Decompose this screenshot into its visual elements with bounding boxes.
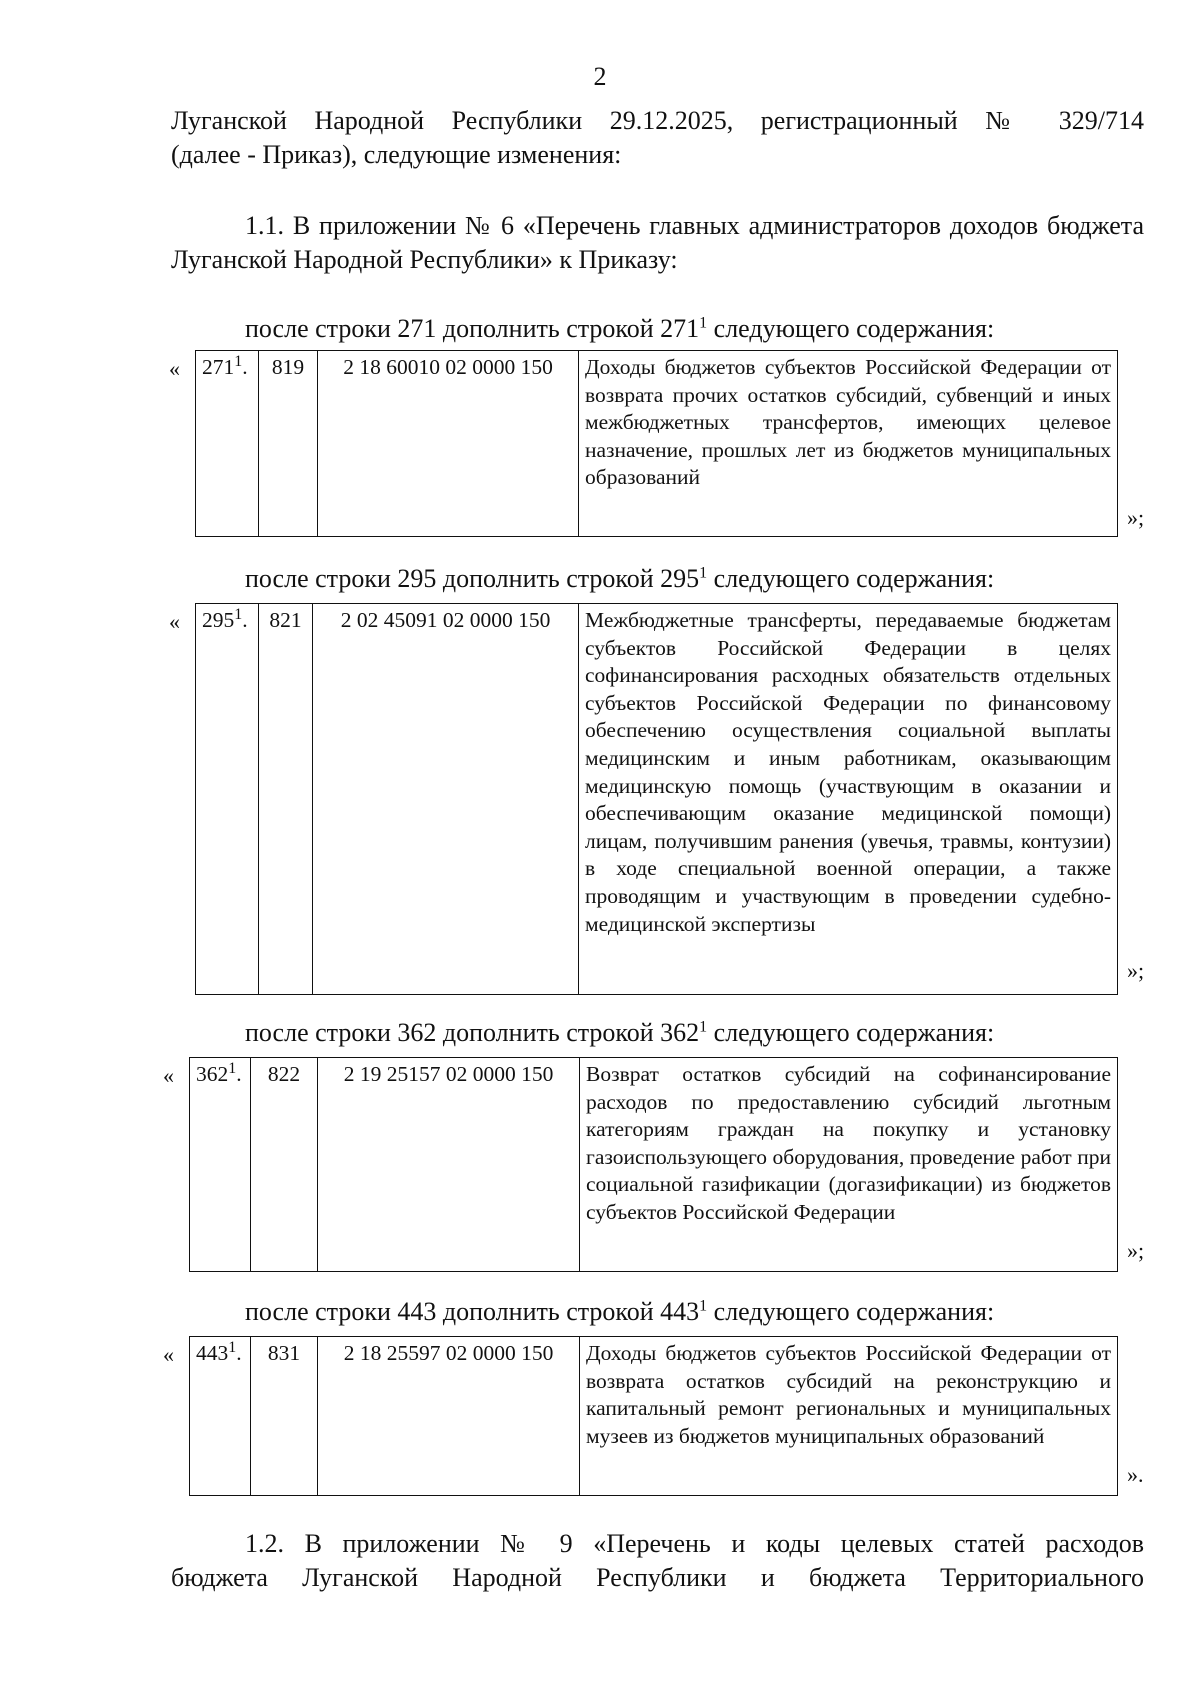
kbk-cell: 2 19 25157 02 0000 150 <box>318 1058 580 1272</box>
row-number-cell: $295^1$. <box>196 604 259 995</box>
entry-intro-tail: следующего содержания: <box>707 1018 995 1047</box>
entry-intro <box>245 1018 994 1048</box>
quote-open: « <box>163 1063 174 1088</box>
entry-intro-text: после строки 295 дополнить строкой 295 <box>245 564 700 593</box>
intro-paragraph-line-2: (далее - Приказ), следующие изменения: <box>171 140 622 169</box>
description-cell: Доходы бюджетов субъектов Российской Федерации от возврата остатков субсидий на реконструкцию и капитальный ремонт региональных и муниципальных музеев из бюджетов муниципальных образований <box>580 1337 1118 1496</box>
entry-table <box>195 603 1118 995</box>
entry-intro-text: после строки 362 дополнить строкой 362 <box>245 1018 700 1047</box>
description-cell: Возврат остатков субсидий на софинансирование расходов по предоставлению субсидий льготным категориям граждан на покупку и установку газоиспользующего оборудования, проведение работ при социальной газификации (догазификации) из бюджетов субъектов Российской Федерации <box>580 1058 1118 1272</box>
paragraph-1-1: 1.1. В приложении № 6 «Перечень главных администраторов доходов бюджета Луганской Народной Республики» к Приказу: <box>171 211 1144 274</box>
paragraph-1-2 <box>171 1527 1144 1595</box>
quote-open: « <box>169 356 180 381</box>
intro-paragraph-line-1: Луганской Народной Республики 29.12.2025, регистрационный № 329/714 <box>171 106 1144 135</box>
kbk-cell: 2 02 45091 02 0000 150 <box>313 604 579 995</box>
intro-paragraph <box>171 104 1144 172</box>
entry-table <box>189 1336 1118 1496</box>
quote-close: »; <box>1127 1238 1145 1263</box>
entry-table <box>195 350 1118 537</box>
page-number: 2 <box>593 62 607 91</box>
entry-table <box>189 1057 1118 1272</box>
table-row <box>196 604 1118 995</box>
kbk-cell: 2 18 25597 02 0000 150 <box>318 1337 580 1496</box>
admin-code-cell: 831 <box>251 1337 318 1496</box>
table-row <box>190 1058 1118 1272</box>
row-number-cell: $362^1$. <box>190 1058 251 1272</box>
admin-code-cell: 819 <box>259 351 318 537</box>
entry-intro <box>245 314 994 344</box>
row-number-cell: $271^1$. <box>196 351 259 537</box>
paragraph-1-2-line-2: бюджета Луганской Народной Республики и бюджета Территориального <box>171 1563 1144 1592</box>
admin-code-cell: 822 <box>251 1058 318 1272</box>
entry-intro <box>245 1297 994 1327</box>
entry-intro-superscript: 1 <box>699 1018 708 1036</box>
description-cell: Доходы бюджетов субъектов Российской Федерации от возврата прочих остатков субсидий, субвенций и иных межбюджетных трансфертов, имеющих целевое назначение, прошлых лет из бюджетов муниципальных образований <box>579 351 1118 537</box>
quote-open: « <box>169 609 180 634</box>
description-cell: Межбюджетные трансферты, передаваемые бюджетам субъектов Российской Федерации в целях софинансирования расходных обязательств отдельных субъектов Российской Федерации по финансовому обеспечению осуществления социальной выплаты медицинским и иным работникам, оказывающим медицинскую помощь (участвующим в оказании и обеспечивающим оказание медицинской помощи) лицам, получившим ранения (увечья, травмы, контузии) в ходе специальной военной операции, а также проводящим и участвующим в проведении судебно-медицинской экспертизы <box>579 604 1118 995</box>
quote-close: »; <box>1127 505 1145 530</box>
table-row <box>196 351 1118 537</box>
kbk-cell: 2 18 60010 02 0000 150 <box>318 351 579 537</box>
entry-intro-tail: следующего содержания: <box>707 564 995 593</box>
paragraph-1-2-line-1: 1.2. В приложении № 9 «Перечень и коды целевых статей расходов <box>245 1529 1144 1558</box>
entry-intro-superscript: 1 <box>699 1297 708 1315</box>
quote-open: « <box>163 1342 174 1367</box>
quote-close: »; <box>1127 958 1145 983</box>
entry-intro-superscript: 1 <box>699 314 708 332</box>
entry-intro <box>245 564 994 594</box>
row-number-cell: $443^1$. <box>190 1337 251 1496</box>
entry-intro-text: после строки 271 дополнить строкой 271 <box>245 314 700 343</box>
quote-close: ». <box>1127 1462 1144 1487</box>
entry-intro-text: после строки 443 дополнить строкой 443 <box>245 1297 700 1326</box>
entry-intro-tail: следующего содержания: <box>707 1297 995 1326</box>
entry-intro-superscript: 1 <box>699 564 708 582</box>
table-row <box>190 1337 1118 1496</box>
admin-code-cell: 821 <box>259 604 313 995</box>
entry-intro-tail: следующего содержания: <box>707 314 995 343</box>
